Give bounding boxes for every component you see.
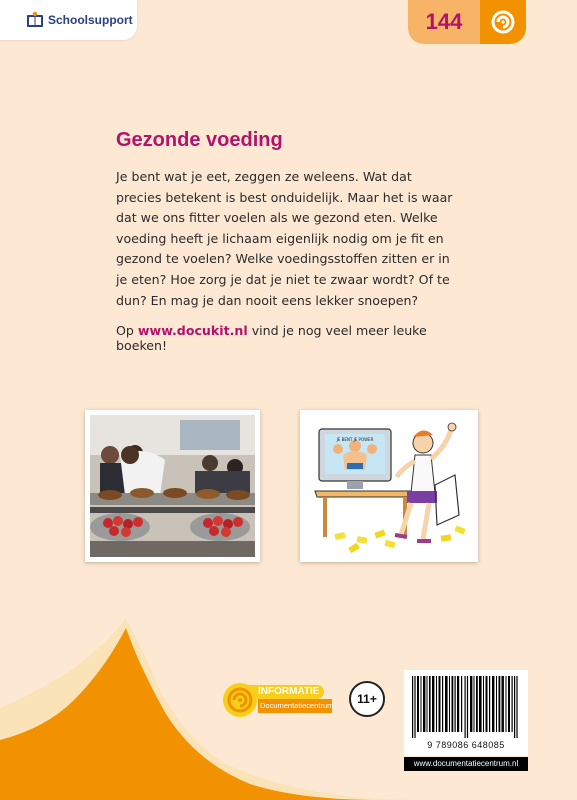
series-badge — [408, 0, 526, 44]
website-suffix: vind je nog veel meer leuke boeken! — [116, 323, 427, 353]
website-link[interactable]: www.docukit.nl — [137, 323, 248, 338]
website-prefix: Op — [116, 323, 138, 338]
cartoon-illustration — [305, 415, 473, 557]
cafeteria-illustration — [90, 415, 255, 557]
information-label: INFORMATIE — [258, 686, 320, 697]
isbn-number: 9 789086 648085 — [427, 740, 505, 750]
photo-cartoon — [300, 410, 478, 562]
isbn-barcode — [404, 670, 528, 756]
publisher-badge — [0, 0, 137, 40]
cartoon-screen-text: JE BENT JE POWER — [336, 437, 374, 442]
documentatiecentrum-label: Documentatiecentrum — [258, 699, 332, 713]
series-number: 144 — [425, 9, 463, 34]
photo-cafeteria — [85, 410, 260, 562]
open-book-child-icon — [26, 11, 44, 29]
barcode-bars — [412, 676, 520, 738]
spiral-e-icon — [490, 9, 516, 35]
information-logo — [222, 681, 334, 719]
description-paragraph: Je bent wat je eet, zeggen ze weleens. Wat dat precies betekent is best onduidelijk. Maar het is waar dat we ons fitter voelen als we gezond eten. Welke voeding heeft je lichaam eigenlijk nodig om je fit en gezond te voelen? Welke voedingsstoffen zitten er in je eten? Hoe zorg je dat je niet te zwaar wordt? Of te dun? En mag je dan nooit eens lekker snoepen? — [116, 169, 453, 308]
publisher-name: Schoolsupport — [48, 13, 133, 27]
page-title: Gezonde voeding — [116, 129, 283, 151]
footer-url[interactable]: www.documentatiecentrum.nl — [404, 757, 528, 771]
series-symbol-box — [480, 0, 526, 44]
website-line — [116, 323, 476, 353]
age-badge: 11+ — [349, 681, 385, 717]
series-number-box — [408, 0, 480, 44]
